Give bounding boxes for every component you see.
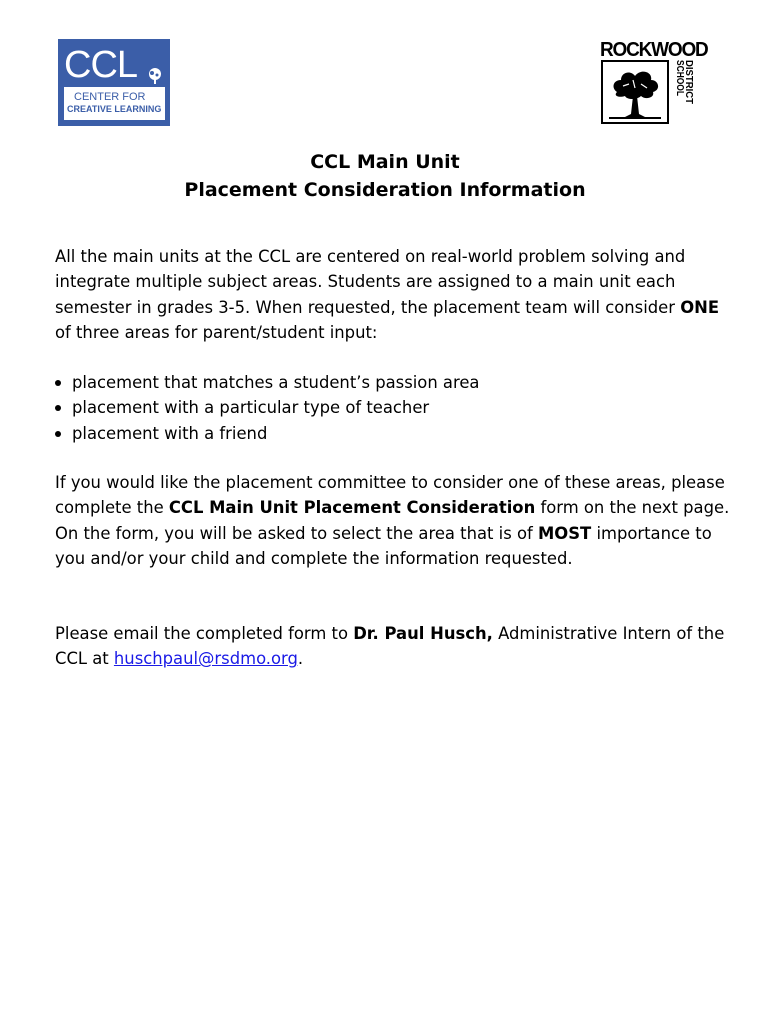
rockwood-logo-vertical [674, 60, 696, 126]
instructions-text-2: form on the next page. On the form, you will be asked to select the area that is of [55, 498, 730, 543]
rockwood-logo-frame [601, 60, 669, 124]
rockwood-logo-district: DISTRICT [683, 60, 695, 109]
contact-text-post: . [297, 649, 304, 669]
list-item-text: placement with a friend [72, 423, 268, 443]
intro-text-post: of three areas for parent/student input: [55, 322, 378, 342]
ccl-logo-line2: CREATIVE LEARNING [67, 104, 162, 114]
ccl-tree-icon [146, 67, 164, 85]
list-item-text: placement that matches a student’s passion area [72, 373, 480, 392]
bullet-icon [55, 380, 61, 386]
ccl-logo-band [64, 87, 165, 120]
instructions-text-1: If you would like the placement committee to consider one of these areas, please complete the [55, 473, 725, 518]
most-emphasis: MOST [538, 523, 592, 543]
rockwood-logo [598, 38, 708, 126]
form-name: CCL Main Unit Placement Consideration [168, 498, 536, 518]
list-item [55, 370, 479, 395]
intro-emphasis: ONE [680, 297, 720, 317]
bullet-icon [55, 431, 61, 437]
rockwood-logo-school: SCHOOL [674, 60, 686, 105]
instructions-paragraph [55, 470, 735, 571]
bullet-icon [55, 405, 61, 411]
tree-icon [603, 62, 667, 122]
ccl-logo-line1: CENTER FOR [74, 91, 146, 103]
title-line2: Placement Consideration Information [184, 179, 586, 201]
contact-paragraph [55, 621, 735, 672]
contact-person: Dr. Paul Husch, [353, 624, 493, 643]
list-item [55, 421, 479, 446]
options-list [55, 370, 479, 446]
intro-paragraph [55, 244, 735, 345]
title-line1: CCL Main Unit [310, 151, 460, 173]
contact-text-pre: Please email the completed form to [55, 624, 354, 643]
contact-text-mid: Administrative Intern of the CCL at [55, 624, 725, 669]
list-item [55, 395, 479, 420]
intro-text-pre: All the main units at the CCL are centered on real-world problem solving and integrate multiple subject areas. Students are assigned to a main unit each semester in grades 3-5. When requested, the placement team will consider [55, 247, 686, 317]
ccl-logo [58, 39, 170, 126]
list-item-text: placement with a particular type of teacher [72, 398, 430, 418]
instructions-text-3: importance to you and/or your child and complete the information requested. [55, 523, 712, 568]
rockwood-logo-name: ROCKWOOD [600, 38, 708, 61]
ccl-logo-short: CCL [64, 44, 138, 86]
email-link[interactable]: huschpaul@rsdmo.org [113, 649, 298, 669]
